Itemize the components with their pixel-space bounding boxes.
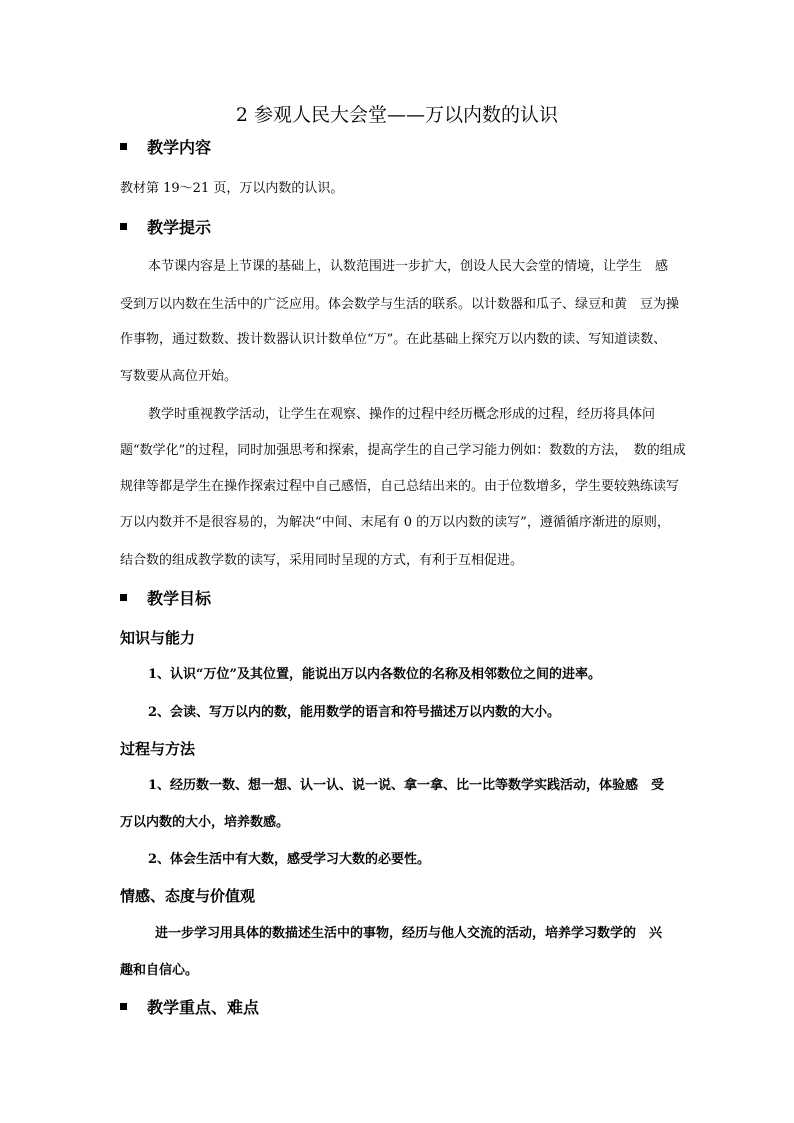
hint-paragraph-1-line-1: 本节课内容是上节课的基础上，认数范围进一步扩大，创设人民大会堂的情境，让学生 感 bbox=[148, 259, 669, 274]
emotion-item-line-2: 趣和自信心。 bbox=[120, 963, 199, 978]
knowledge-item-1: 1、认识“万位”及其位置，能说出万以内各数位的名称及相邻数位之间的进率。 bbox=[148, 667, 602, 682]
process-item-2: 2、体会生活中有大数，感受学习大数的必要性。 bbox=[148, 852, 431, 867]
hint-paragraph-2-line-4: 万以内数并不是很容易的，为解决“中间、末尾有 0 的万以内数的读写”，遵循循序渐进的原则， bbox=[120, 515, 670, 530]
square-bullet-icon bbox=[120, 143, 127, 150]
hint-paragraph-2-line-2: 题“数学化”的过程，同时加强思考和探索，提高学生的自己学习能力例如：数数的方法， 数的组成 bbox=[120, 443, 686, 458]
hint-paragraph-1-line-2: 受到万以内数在生活中的广泛应用。体会数学与生活的联系。以计数器和瓜子、绿豆和黄 豆为操 bbox=[120, 297, 680, 312]
section-heading-key: 教学重点、难点 bbox=[120, 1000, 259, 1016]
square-bullet-icon bbox=[120, 1003, 127, 1010]
hint-paragraph-1-line-4: 写数要从高位开始。 bbox=[120, 369, 238, 384]
page-title: 2 参观人民大会堂——万以内数的认识 bbox=[235, 104, 559, 126]
hint-paragraph-2-line-3: 规律等都是学生在操作探索过程中自己感悟，自己总结出来的。由于位数增多，学生要较熟练读写 bbox=[120, 479, 680, 494]
square-bullet-icon bbox=[120, 223, 127, 230]
hint-paragraph-2-line-1: 教学时重视教学活动，让学生在观察、操作的过程中经历概念形成的过程，经历将具体问 bbox=[148, 407, 656, 422]
subheading-knowledge: 知识与能力 bbox=[120, 629, 196, 647]
section-heading-content: 教学内容 bbox=[120, 140, 211, 156]
subheading-emotion: 情感、态度与价值观 bbox=[120, 887, 256, 905]
section-heading-goals: 教学目标 bbox=[120, 591, 211, 607]
knowledge-item-2: 2、会读、写万以内的数，能用数学的语言和符号描述万以内数的大小。 bbox=[148, 705, 561, 720]
hint-paragraph-1-line-3: 作事物，通过数数、拨计数器认识计数单位“万”。在此基础上探究万以内数的读、写知道读数、 bbox=[120, 332, 667, 347]
content-text: 教材第 19～21 页，万以内数的认识。 bbox=[120, 181, 344, 196]
square-bullet-icon bbox=[120, 594, 127, 601]
process-item-1-line-2: 万以内数的大小，培养数感。 bbox=[120, 815, 290, 830]
subheading-process: 过程与方法 bbox=[120, 740, 196, 758]
section-heading-hint: 教学提示 bbox=[120, 220, 211, 236]
hint-paragraph-2-line-5: 结合数的组成教学数的读写，采用同时呈现的方式，有利于互相促进。 bbox=[120, 553, 524, 568]
emotion-item-line-1: 进一步学习用具体的数描述生活中的事物，经历与他人交流的活动，培养学习数学的 兴 bbox=[155, 926, 663, 941]
process-item-1-line-1: 1、经历数一数、想一想、认一认、说一说、拿一拿、比一比等数学实践活动，体验感 受 bbox=[148, 778, 665, 793]
